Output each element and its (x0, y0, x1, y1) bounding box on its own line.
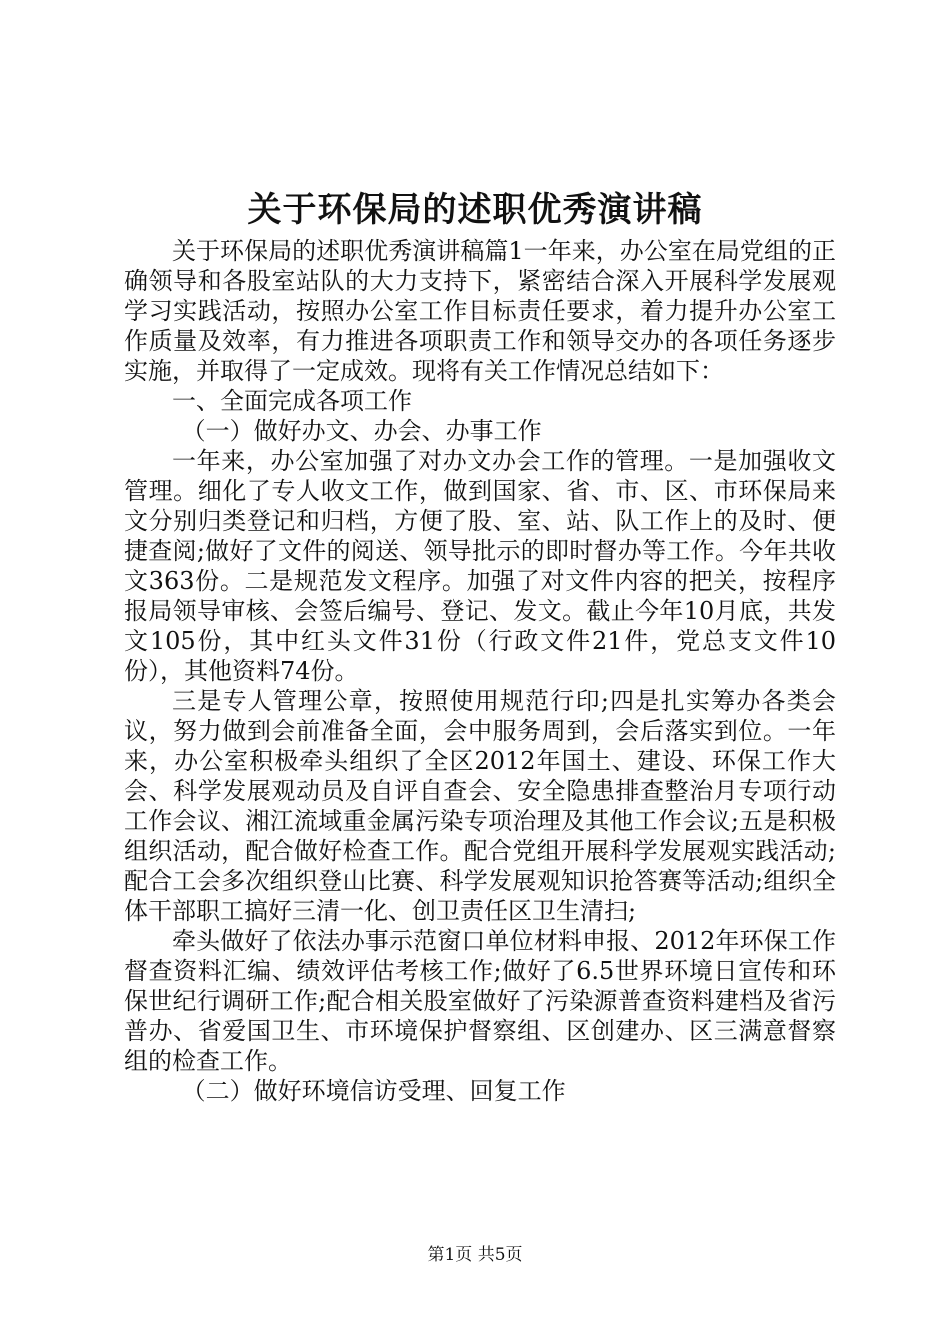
page-footer: 第1页 共5页 (427, 1245, 523, 1265)
paragraph: 关于环保局的述职优秀演讲稿篇1一年来，办公室在局党组的正确领导和各股室站队的大力支持下，紧密结合深入开展科学发展观学习实践活动，按照办公室工作目标责任要求，着力提升办公室工作质量及效率，有力推进各项职责工作和领导交办的各项任务逐步实施，并取得了一定成效。现将有关工作情况总结如下： (124, 237, 836, 385)
paragraph: 三是专人管理公章，按照使用规范行印;四是扎实筹办各类会议，努力做到会前准备全面，会中服务周到，会后落实到位。一年来，办公室积极牵头组织了全区2012年国土、建设、环保工作大会、科学发展观动员及自评自查会、安全隐患排查整治月专项行动工作会议、湘江流域重金属污染专项治理及其他工作会议;五是积极组织活动，配合做好检查工作。配合党组开展科学发展观实践活动;配合工会多次组织登山比赛、科学发展观知识抢答赛等活动;组织全体干部职工搞好三清一化、创卫责任区卫生清扫; (124, 687, 836, 925)
subsection-heading: （二）做好环境信访受理、回复工作 (181, 1077, 566, 1105)
paragraph: 牵头做好了依法办事示范窗口单位材料申报、2012年环保工作督查资料汇编、绩效评估考核工作;做好了6.5世界环境日宣传和环保世纪行调研工作;配合相关股室做好了污染源普查资料建档及省污普办、省爱国卫生、市环境保护督察组、区创建办、区三满意督察组的检查工作。 (124, 927, 836, 1075)
paragraph: 一年来，办公室加强了对办文办会工作的管理。一是加强收文管理。细化了专人收文工作，做到国家、省、市、区、市环保局来文分别归类登记和归档，方便了股、室、站、队工作上的及时、便捷查阅;做好了文件的阅送、领导批示的即时督办等工作。今年共收文363份。二是规范发文程序。加强了对文件内容的把关，按程序报局领导审核、会签后编号、登记、发文。截止今年10月底，共发文105份，其中红头文件31份（行政文件21件，党总支文件10份），其他资料74份。 (124, 447, 836, 685)
document-title: 关于环保局的述职优秀演讲稿 (247, 190, 703, 230)
section-heading: 一、全面完成各项工作 (172, 387, 412, 415)
subsection-heading: （一）做好办文、办会、办事工作 (181, 417, 542, 445)
document-body (124, 236, 836, 1106)
